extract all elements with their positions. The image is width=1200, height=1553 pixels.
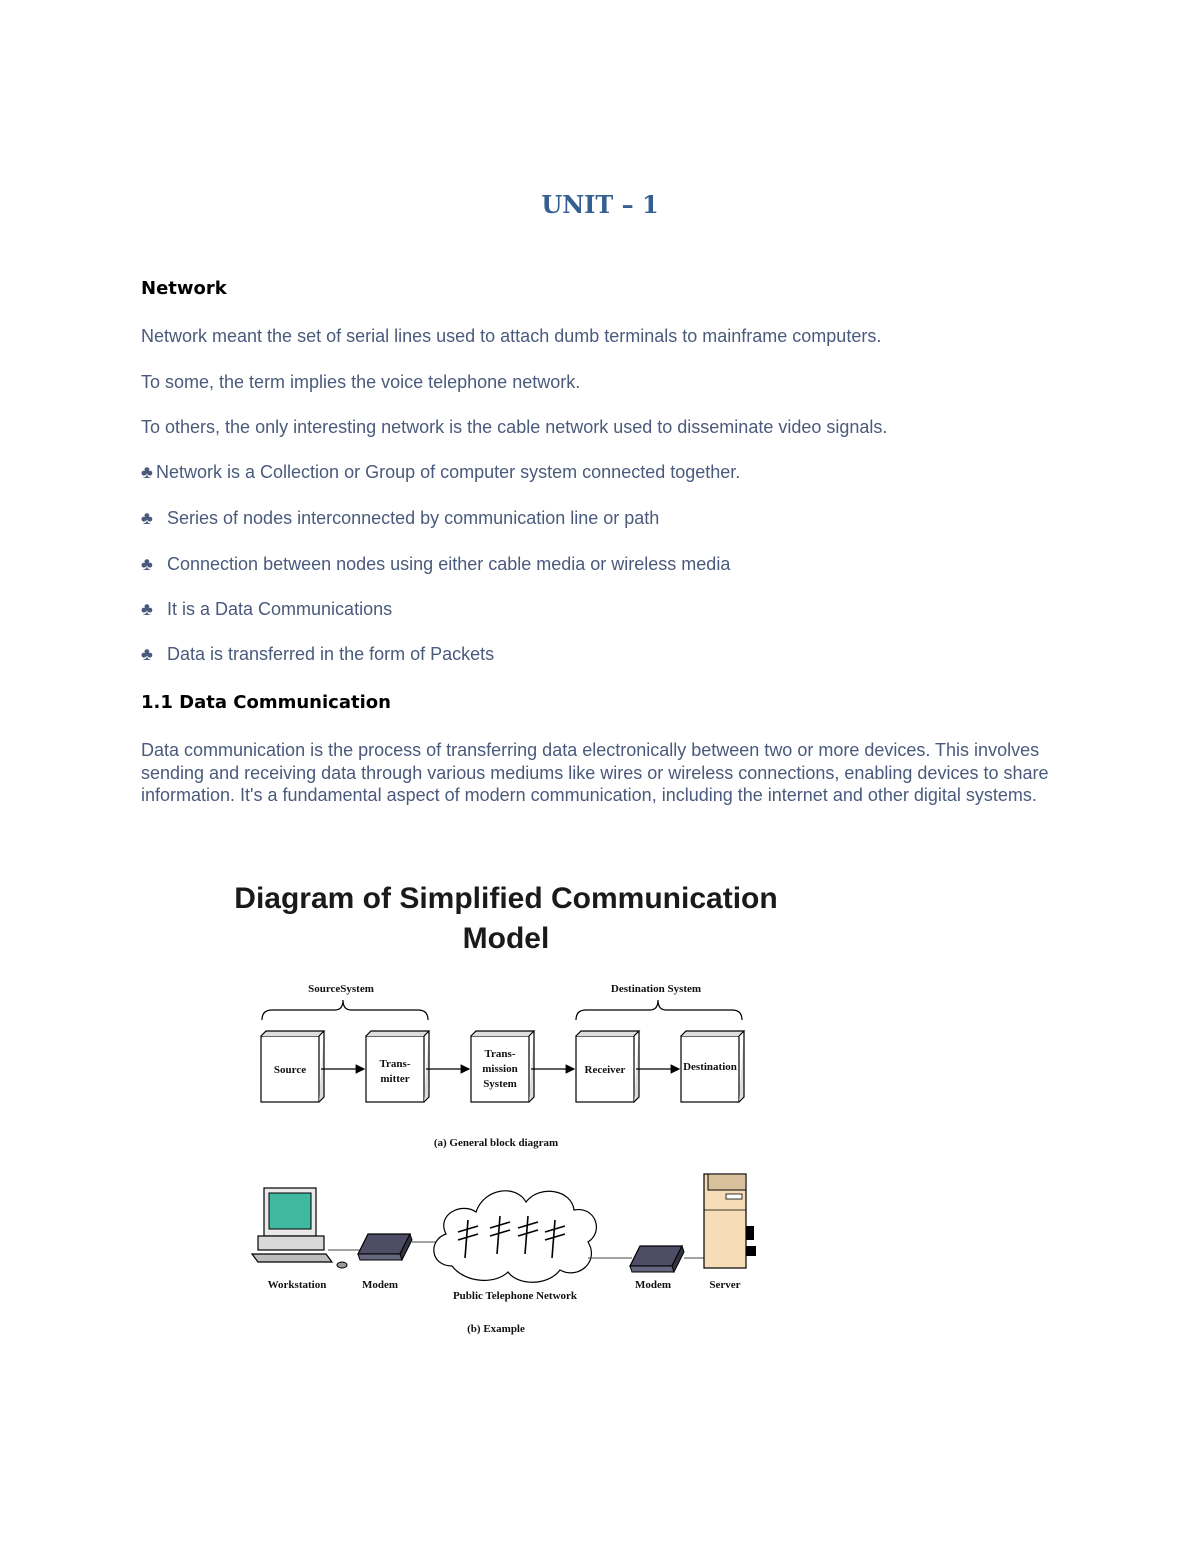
caption-general-block-diagram: (a) General block diagram: [433, 1137, 559, 1149]
figure-title-line-1: Diagram of Simplified Communication: [234, 882, 778, 915]
block-label: Destination: [683, 1061, 737, 1073]
workstation-icon: [252, 1188, 347, 1268]
block-destination: [681, 1031, 744, 1102]
block-label: System: [483, 1078, 517, 1090]
network-heading: Network: [141, 278, 227, 299]
bullet-text: Connection between nodes using either cable media or wireless media: [167, 554, 731, 574]
destination-system-label: Destination System: [610, 983, 702, 995]
workstation-label: Workstation: [267, 1279, 327, 1291]
bullet-item: [141, 507, 1071, 530]
paragraph-3: To others, the only interesting network is the cable network used to disseminate video signals.: [141, 417, 888, 437]
bullet-item: [141, 643, 1071, 666]
bullet-text: Series of nodes interconnected by communication line or path: [167, 508, 660, 528]
block-label: mission: [482, 1063, 518, 1075]
block-label: mitter: [380, 1073, 410, 1085]
server-icon: [704, 1174, 756, 1268]
modem-left-label: Modem: [361, 1279, 399, 1291]
monitor-screen: [269, 1193, 311, 1229]
figure-title-line-2: Model: [462, 922, 550, 955]
section-paragraph: Data communication is the process of transferring data electronically between two or more devices. This involves sending and receiving data through various mediums like wires or wireless connections, enabling devices to share information. It's a fundamental aspect of modern communication, including the internet and other digital systems.: [141, 740, 1049, 806]
bullet-text: Network is a Collection or Group of computer system connected together.: [156, 462, 741, 482]
club-bullet-icon: ♣: [141, 644, 153, 664]
block-transmission-system: [471, 1031, 534, 1102]
paragraph-2: To some, the term implies the voice telephone network.: [141, 372, 581, 392]
club-bullet-icon: ♣: [141, 599, 153, 619]
bullet-item: [141, 461, 1071, 484]
club-bullet-icon: ♣: [141, 554, 153, 574]
destination-system-brace: [576, 1000, 742, 1020]
bullet-text: Data is transferred in the form of Packets: [167, 644, 495, 664]
caption-example: (b) Example: [467, 1323, 525, 1335]
club-bullet-icon: ♣: [141, 508, 153, 528]
network-label: Public Telephone Network: [452, 1290, 578, 1302]
server-label: Server: [709, 1279, 741, 1291]
modem-right-label: Modem: [634, 1279, 672, 1291]
block-label: Trans-: [484, 1048, 516, 1060]
bullet-item: [141, 598, 1071, 621]
section-heading: 1.1 Data Communication: [141, 692, 391, 713]
public-telephone-network-cloud: [434, 1191, 597, 1282]
block-transmitter: [366, 1031, 429, 1102]
modem-icon: [358, 1234, 412, 1260]
source-system-label: SourceSystem: [308, 983, 374, 995]
bullet-item: [141, 553, 1071, 576]
block-source: [261, 1031, 324, 1102]
block-label: Source: [273, 1064, 307, 1076]
paragraph-1: Network meant the set of serial lines used to attach dumb terminals to mainframe computers.: [141, 326, 882, 346]
club-bullet-icon: ♣: [141, 462, 153, 482]
source-system-brace: [262, 1000, 428, 1020]
communication-model-diagram: [200, 870, 820, 1350]
block-label: Trans-: [379, 1058, 411, 1070]
block-label: Receiver: [584, 1064, 626, 1076]
modem-icon: [630, 1246, 684, 1272]
bullet-text: It is a Data Communications: [167, 599, 393, 619]
unit-title: UNIT – 1: [541, 190, 659, 219]
communication-model-figure: [200, 870, 820, 1350]
block-receiver: [576, 1031, 639, 1102]
